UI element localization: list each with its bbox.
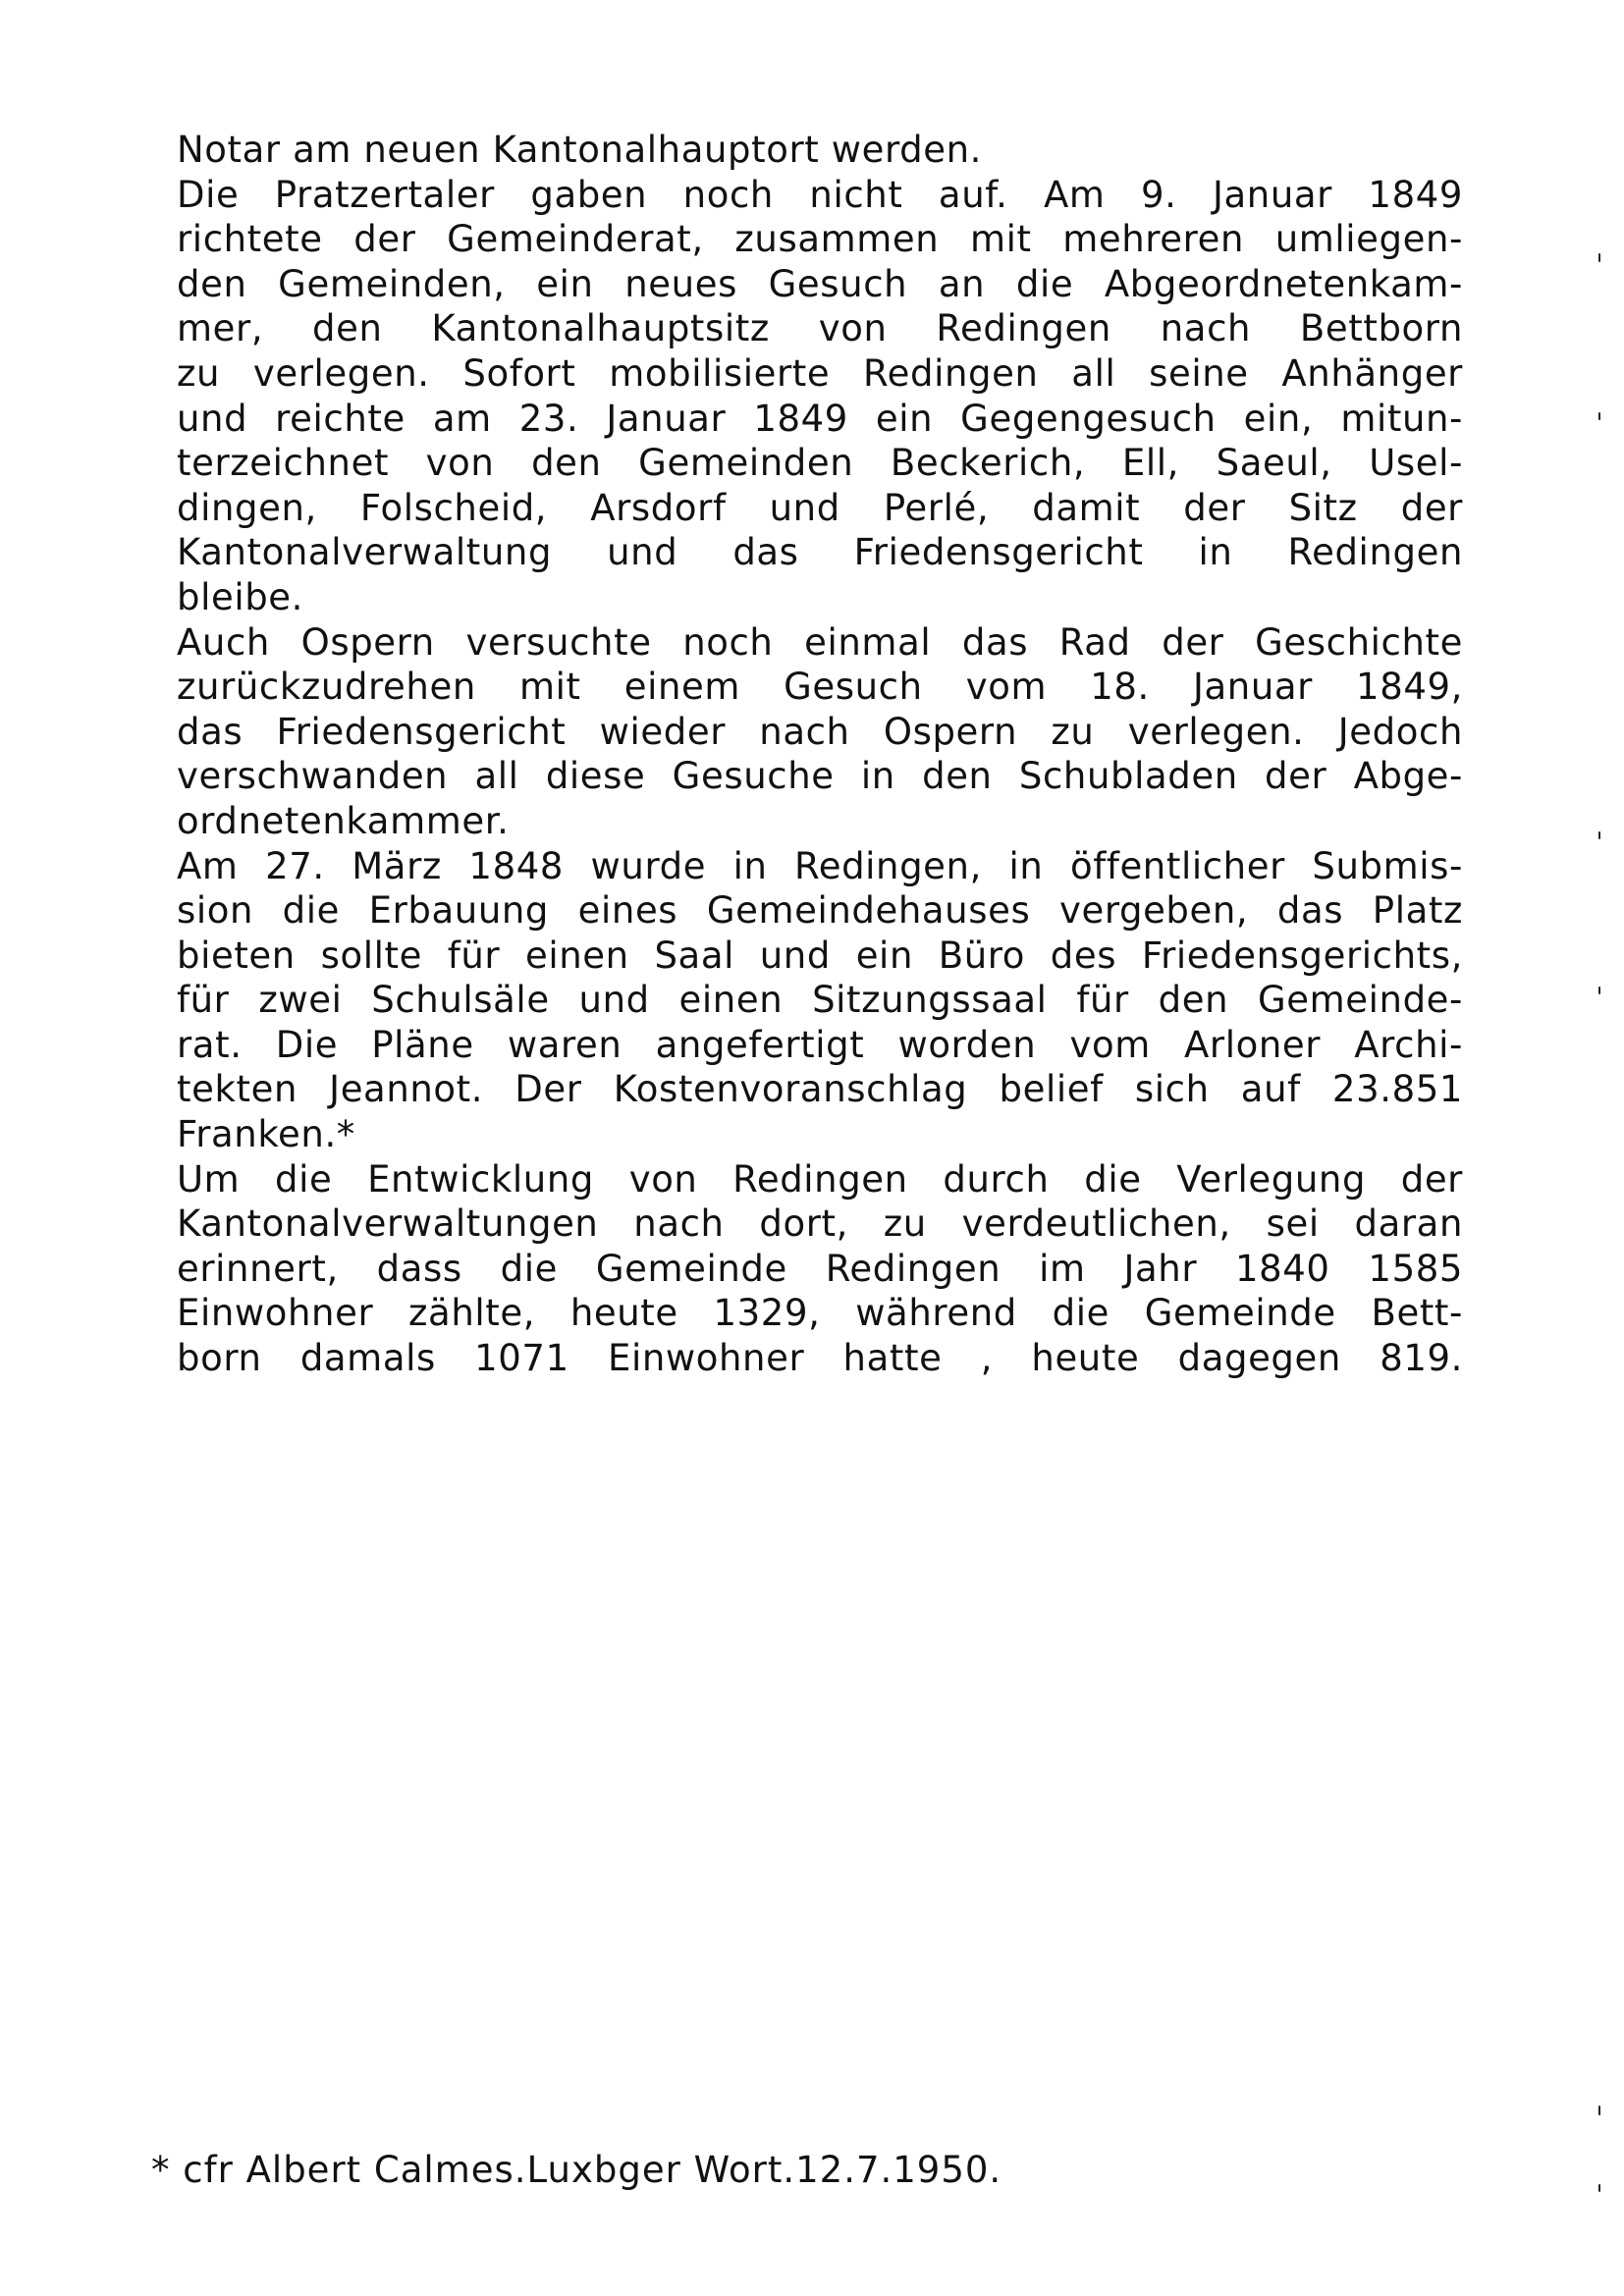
text-line: sion die Erbauung eines Gemeindehauses vergeben, das Platz [177,889,1463,933]
scan-speck [1598,987,1600,994]
scan-speck [1598,253,1600,262]
text-line: Notar am neuen Kantonalhauptort werden. [177,129,983,171]
text-line: dingen, Folscheid, Arsdorf und Perlé, damit der Sitz der [177,486,1463,529]
text-line: Kantonalverwaltung und das Friedensgericht in Redingen [177,531,1463,574]
text-line: tekten Jeannot. Der Kostenvoranschlag belief sich auf 23.851 [177,1068,1463,1111]
text-line: Franken.* [177,1113,355,1156]
text-line: born damals 1071 Einwohner hatte , heute dagegen 819. [177,1337,1463,1380]
text-line: Auch Ospern versuchte noch einmal das Rad der Geschichte [177,620,1463,664]
text-line: Um die Entwicklung von Redingen durch die Verlegung der [177,1157,1463,1201]
text-line: bleibe. [177,575,304,618]
text-line: und reichte am 23. Januar 1849 ein Gegengesuch ein, mitun- [177,397,1463,440]
text-line: zurückzudrehen mit einem Gesuch vom 18. Januar 1849, [177,666,1463,709]
footnote: * cfr Albert Calmes.Luxbger Wort.12.7.1950. [151,2149,1002,2191]
text-line: bieten sollte für einen Saal und ein Büro des Friedensgerichts, [177,934,1463,977]
text-line: Am 27. März 1848 wurde in Redingen, in öffentlicher Submis- [177,844,1463,887]
scan-speck [1598,831,1600,839]
text-line: für zwei Schulsäle und einen Sitzungssaal für den Gemeinde- [177,979,1463,1022]
scan-speck [1598,2106,1600,2115]
text-line: erinnert, dass die Gemeinde Redingen im Jahr 1840 1585 [177,1247,1463,1290]
scan-speck [1598,412,1600,420]
text-line: zu verlegen. Sofort mobilisierte Redingen all seine Anhänger [177,351,1463,395]
scan-speck [1598,2184,1600,2192]
text-line: terzeichnet von den Gemeinden Beckerich, Ell, Saeul, Usel- [177,442,1463,485]
text-line: verschwanden all diese Gesuche in den Schubladen der Abge- [177,755,1463,798]
text-line: das Friedensgericht wieder nach Ospern zu verlegen. Jedoch [177,710,1463,753]
body-text [177,128,1463,1381]
text-line: Einwohner zählte, heute 1329, während die Gemeinde Bett- [177,1292,1463,1335]
text-line: Die Pratzertaler gaben noch nicht auf. Am 9. Januar 1849 [177,173,1463,216]
text-line: ordnetenkammer. [177,799,510,842]
text-line: mer, den Kantonalhauptsitz von Redingen nach Bettborn [177,307,1463,350]
text-line: rat. Die Pläne waren angefertigt worden vom Arloner Archi- [177,1023,1463,1066]
text-line: den Gemeinden, ein neues Gesuch an die Abgeordnetenkam- [177,262,1463,305]
text-line: Kantonalverwaltungen nach dort, zu verdeutlichen, sei daran [177,1202,1463,1246]
text-line: richtete der Gemeinderat, zusammen mit mehreren umliegen- [177,218,1463,261]
